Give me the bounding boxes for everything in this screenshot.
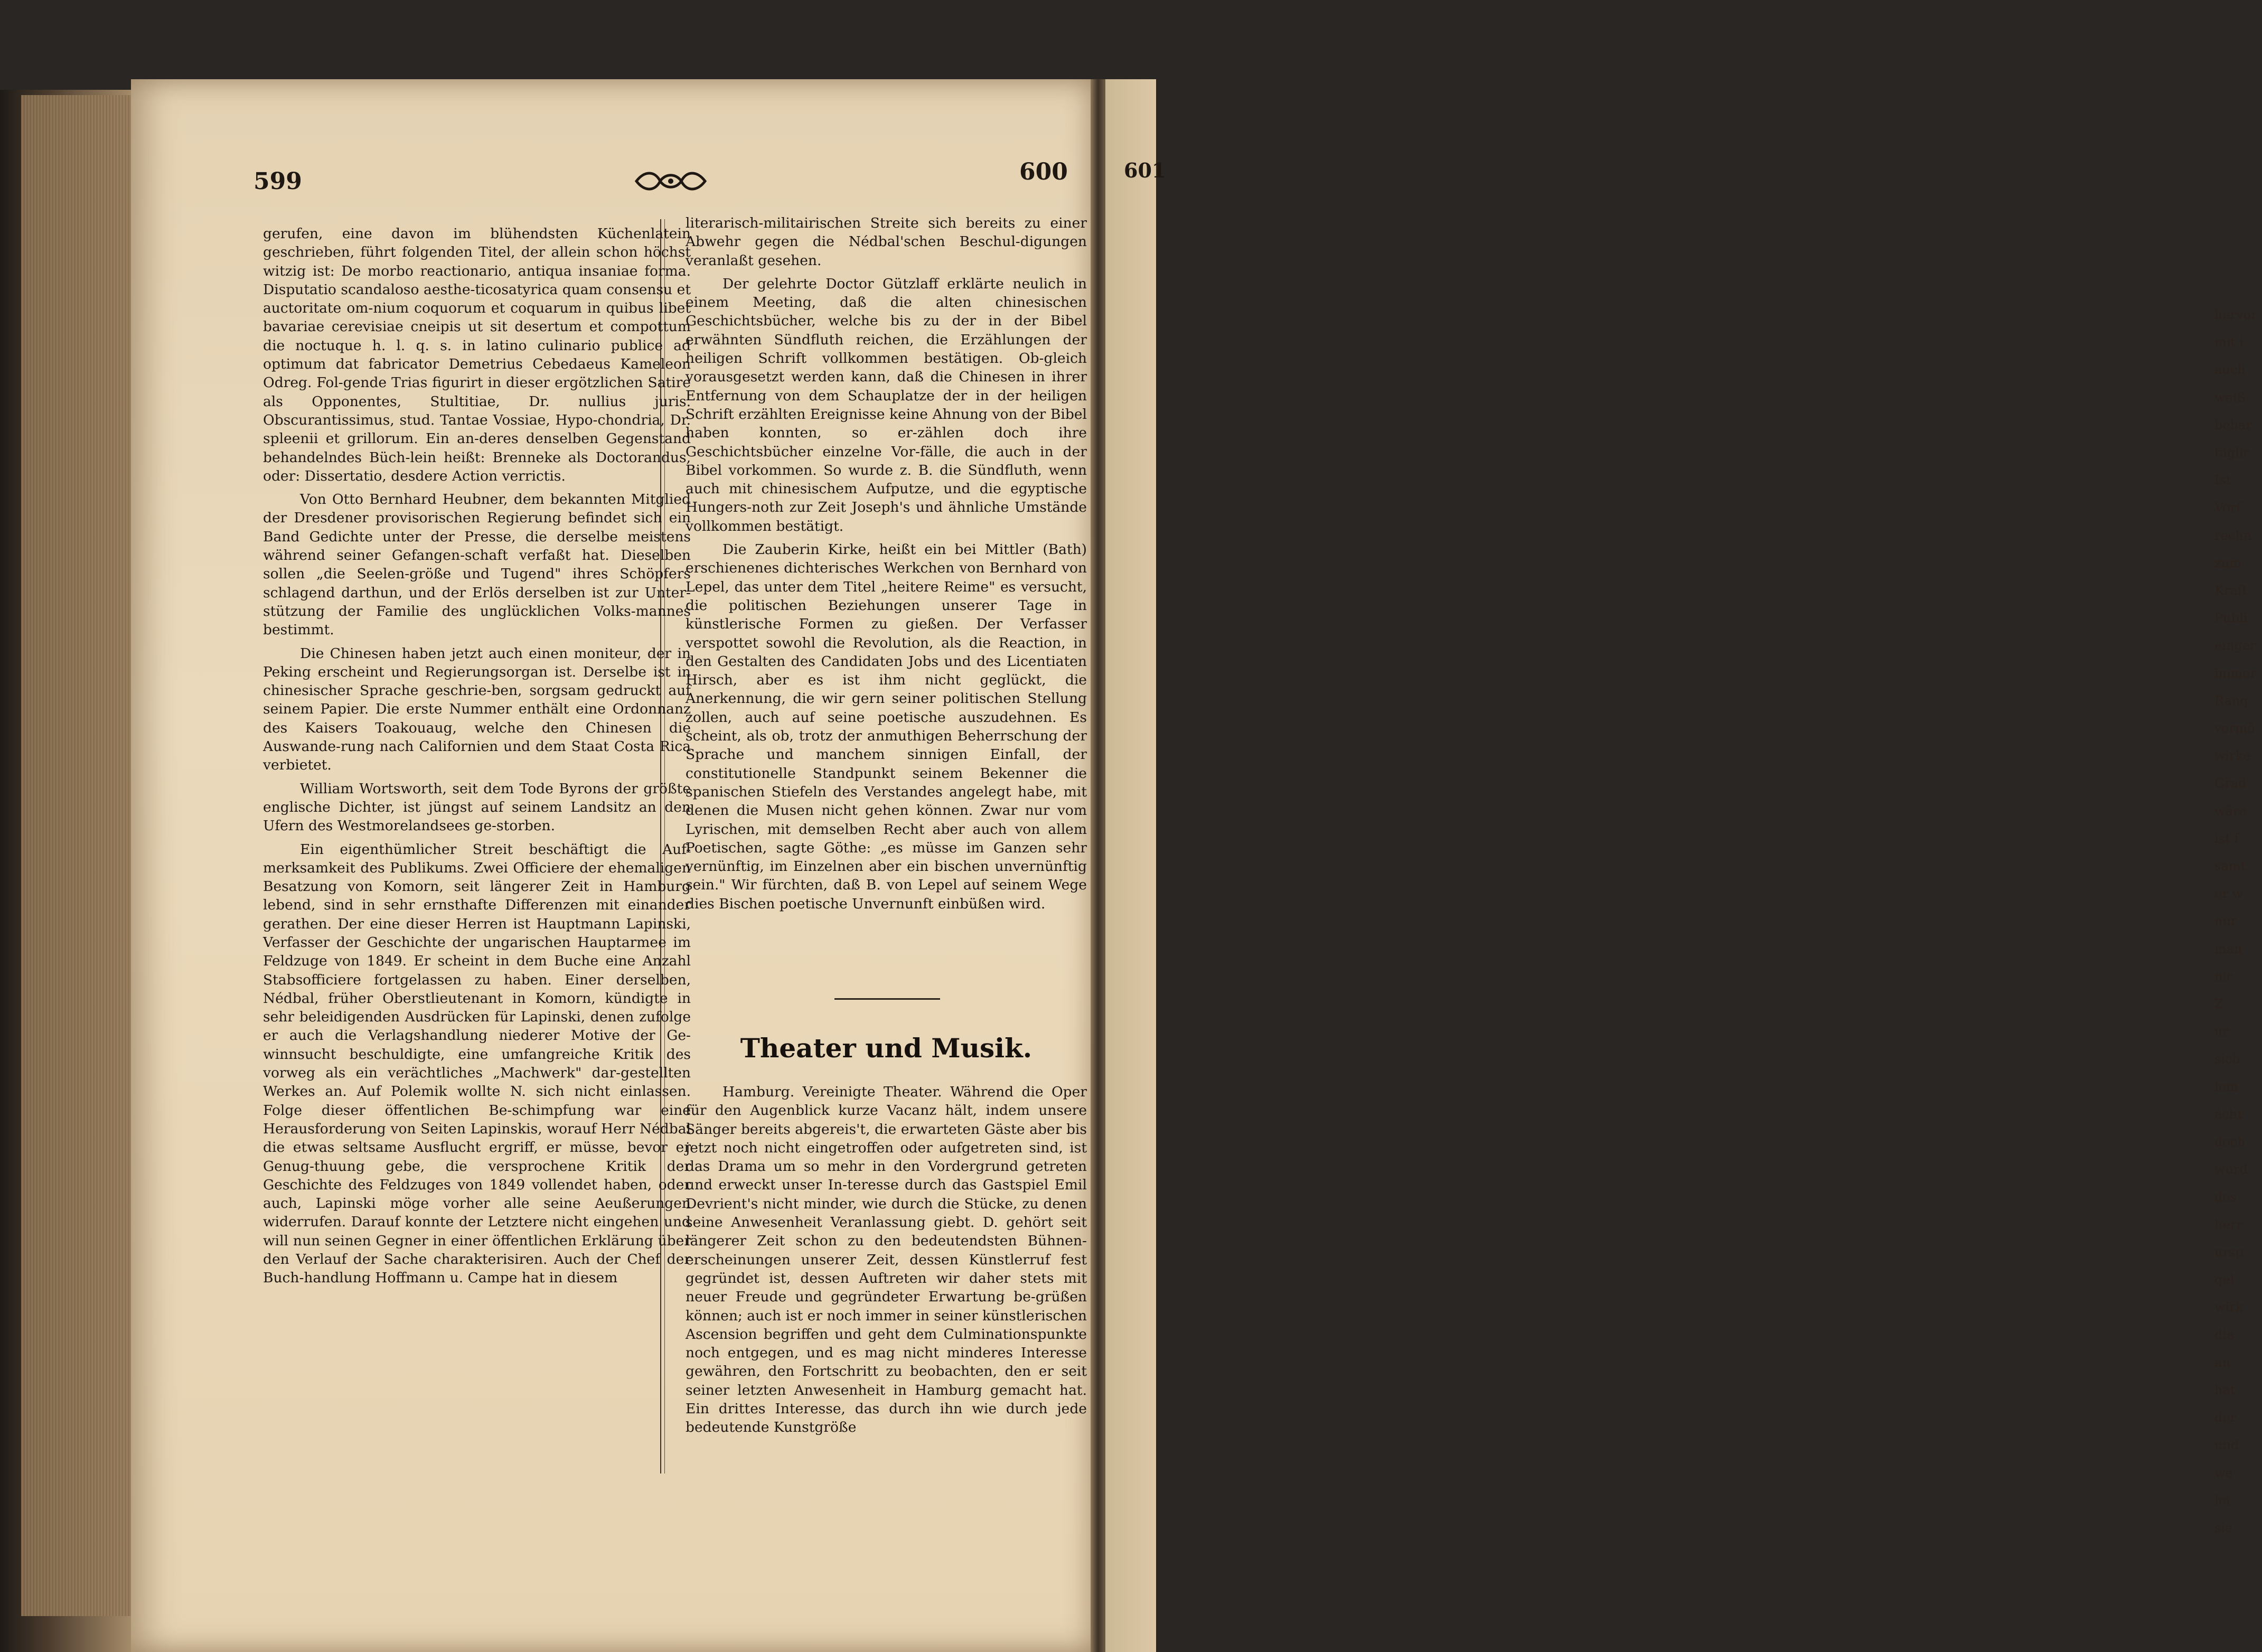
next-page-fragment: we <box>2214 1465 2233 1480</box>
next-page-text <box>2214 301 2262 1542</box>
paragraph: Hamburg. Vereinigte Theater. Während die Oper für den Augenblick kurze Vacanz hält, indem unsere Sänger bereits abgereis't, die erwarteten Gäste aber bis jetzt noch nicht eingetroffen oder aufgetreten sind, ist das Drama um so mehr in den Vordergrund getreten und erweckt unser In-teresse durch das Gastspiel Emil Devrient's nicht minder, wie durch die Stücke, zu denen seine Anwesenheit Veranlassung giebt. D. gehört seit längerer Zeit schon zu den bedeutendsten Bühnen-erscheinungen unserer Zeit, dessen Künstlerruf fest gegründet ist, dessen Auftreten wir daher stets mit neuer Freude und gegründeter Erwartung be-grüßen können; auch ist er noch immer in seiner künstlerischen Ascension begriffen und geht dem Culminationspunkte noch entgegen, und es mag nicht minderes Interesse gewähren, den Fortschritt zu beobachten, den er seit seiner letzten Anwesenheit in Hamburg gemacht hat. Ein drittes Interesse, das durch ihn wie durch jede bedeutende Kunstgröße <box>686 1084 1087 1436</box>
next-page-fragment: wäre <box>2214 803 2247 819</box>
page-number-next: 601 <box>1124 158 1166 182</box>
next-page-fragment: wirke <box>2214 748 2251 764</box>
next-page-fragment: mit i <box>2214 335 2244 350</box>
paragraph: Der gelehrte Doctor Gützlaff erklärte neulich in einem Meeting, daß die alten chinesischen Geschichtsbücher, welche bis zu der in der Bibel erwähnten Sündfluth reichen, die Erzählungen der heiligen Schrift vollkommen bestätigen. Ob-gleich vorausgesetzt werden kann, daß die Chinesen in ihrer Entfernung von dem Schauplatze der in der heiligen Schrift erzählten Ereignisse keine Ahnung von der Bibel haben konnten, so er-zählen doch ihre Geschichtsbücher einzelne Vor-fälle, die auch in der Bibel vorkommen. So wurde z. B. die Sündfluth, wenn auch mit chinesischem Aufputze, und die egyptische Hungers-noth zur Zeit Joseph's und ähnliche Umstände vollkommen bestätigt. <box>686 275 1087 534</box>
next-page-fragment: auch <box>2214 362 2246 378</box>
right-column <box>686 214 1087 918</box>
next-page-fragment: wurd <box>2214 1162 2248 1177</box>
next-page-fragment: Z <box>2214 997 2223 1012</box>
next-page-fragment: er w <box>2214 886 2243 902</box>
paragraph: Die Zauberin Kirke, heißt ein bei Mittler (Bath) erschienenes dichterisches Werkchen von Bernhard von Lepel, das unter dem Titel „heitere Reime" es versucht, die politischen Beziehungen unserer Tage in künstlerische Formen zu gießen. Der Verfasser verspottet sowohl die Revolution, als die Reaction, in den Gestalten des Candidaten Jobs und des Licentiaten Hirsch, aber es ist ihm nicht geglückt, die Anerkennung, die wir gern seiner politischen Stellung zollen, auch auf seine poetische auszudehnen. Es scheint, als ob, trotz der anmuthigen Beherrschung der Sprache und manchem sinnigen Einfall, der constitutionelle Standpunkt seinem Bekenner die spanischen Stiefeln des Verstandes angelegt habe, mit denen die Musen nicht gehen können. Zwar nur vom Lyrischen, mit demselben Recht aber auch von allem Poetischen, sagte Göthe: „es müsse im Ganzen sehr vernünftig, im Einzelnen aber ein bischen unvernünftig sein." Wir fürchten, daß B. von Lepel auf seinem Wege dies Bischen poetische Unvernunft einbüßen wird. <box>686 541 1087 912</box>
header-ornament-icon <box>631 168 710 194</box>
next-page-fragment: weiß <box>2214 390 2246 405</box>
next-page-fragment: hat <box>2214 1382 2236 1397</box>
next-page-fragment: wirk <box>2214 1300 2244 1315</box>
next-page-fragment: behar <box>2214 417 2252 433</box>
next-page-fragment: hervor <box>2214 307 2257 322</box>
page-stack <box>21 95 135 1616</box>
next-page-fragment: an <box>2214 1355 2230 1370</box>
next-page-fragment: rechn <box>2214 528 2252 543</box>
next-page-fragment: lei <box>2214 1493 2230 1508</box>
theater-column <box>686 1083 1087 1442</box>
paragraph: literarisch-militairischen Streite sich bereits zu einer Abwehr gegen die Nédbal'schen Beschul-digungen veranlaßt gesehen. <box>686 215 1087 269</box>
paragraph: Die Chinesen haben jetzt auch einen moniteur, der in Peking erscheint und Regierungsorgan ist. Derselbe ist in chinesischer Sprache geschrie-ben, sorgsam gedruckt auf seinem Papier. Die erste Nummer enthält eine Ordonnanz des Kaisers Toakouaug, welche den Chinesen die Auswande-rung nach Californien und dem Staat Costa Rica verbietet. <box>263 645 691 774</box>
next-page-fragment: ächt <box>2214 1106 2242 1122</box>
next-page-fragment: samt <box>2214 859 2246 874</box>
next-page-fragment: immer <box>2214 665 2256 681</box>
next-page-fragment: der <box>2214 1410 2237 1425</box>
next-page-fragment: Publi <box>2214 611 2248 626</box>
page-number-left: 599 <box>254 168 302 195</box>
next-page-fragment: sich <box>2214 1052 2240 1067</box>
left-column <box>263 224 691 1292</box>
next-page-fragment: Vorf <box>2214 500 2241 515</box>
next-page-fragment: Kraft <box>2214 583 2248 598</box>
next-page-fragment: Ist <box>2214 473 2231 488</box>
paragraph: Von Otto Bernhard Heubner, dem bekannten Mitglied der Dresdener provisorischen Regierung befindet sich ein Band Gedichte unter der Presse, die derselbe meistens während seiner Gefangen-schaft verfaßt hat. Dieselben sollen „die Seelen-größe und Tugend" ihres Schöpfers schlagend darthun, und der Erlös derselben ist zur Unter-stützung der Familie des unglücklichen Volks-mannes bestimmt. <box>263 491 691 639</box>
next-page-fragment: nic <box>2214 969 2234 984</box>
next-page-fragment: vermö <box>2214 721 2255 736</box>
next-page-fragment: nur <box>2214 914 2237 929</box>
next-page-fragment: lem <box>2214 1079 2238 1094</box>
paragraph: William Wortsworth, seit dem Tode Byrons der größte englische Dichter, ist jüngst auf seinem Landsitz an den Ufern des Westmorelandsees ge-storben. <box>263 780 691 834</box>
next-page-fragment: zum <box>2214 555 2241 570</box>
next-page-fragment: doch <box>2214 1134 2246 1150</box>
next-page-fragment: sie <box>2214 1520 2233 1535</box>
next-page-fragment: herr <box>2214 1217 2242 1232</box>
next-page-fragment: die <box>2214 1327 2235 1343</box>
next-page-fragment: und <box>2214 1438 2239 1453</box>
next-page-fragment: ur <box>2214 1024 2229 1039</box>
next-page-fragment: Grad <box>2214 776 2247 791</box>
next-page-fragment: man <box>2214 941 2242 956</box>
page-number-right: 600 <box>1019 158 1068 185</box>
next-page-fragment: Rang <box>2214 693 2248 708</box>
section-heading: Theater und Musik. <box>740 1032 1033 1064</box>
paragraph: gerufen, eine davon im blühendsten Küchenlatein geschrieben, führt folgenden Titel, der allein schon höchst witzig ist: De morbo reactionario, antiqua insaniae forma. Disputatio scandaloso aesthe-ticosatyrica quam consensu et auctoritate om-nium coquorum et coquarum in quibus libet bavariae cerevisiae cneipis ut sit desertum et compottum die noctuque h. l. q. s. in latino culinario publice ad optimum dat fabricator Demetrius Cebedaeus Kameleon Odreg. Fol-gende Trias figurirt in dieser ergötzlichen Satire als Opponentes, Stultitiae, Dr. nullius juris. Obscurantissimus, stud. Tantae Vossiae, Hypo-chondria, Dr. spleenii et grillorum. Ein an-deres denselben Gegenstand behandelndes Büch-lein heißt: Brenneke als Doctorandus, oder: Dissertatio, desdere Action verrictis. <box>263 226 691 484</box>
section-rule <box>834 998 940 1000</box>
book-gutter <box>1091 79 1105 1652</box>
next-page-fragment: ursp <box>2214 1244 2244 1260</box>
paragraph: Ein eigenthümlicher Streit beschäftigt die Auf-merksamkeit des Publikums. Zwei Officiere der ehemaligen Besatzung von Komorn, seit längerer Zeit in Hamburg lebend, sind in sehr ernsthafte Differenzen mit einander gerathen. Der eine dieser Herren ist Hauptmann Lapinski, Verfasser der Geschichte der ungarischen Hauptarmee im Feldzuge von 1849. Er scheint in dem Buche eine Anzahl Stabsofficiere fortgelassen zu haben. Einer derselben, Nédbal, früher Oberstlieutenant in Komorn, kündigte in sehr beleidigenden Ausdrücken für Lapinski, denen zufolge er auch die Verlagshandlung niederer Motive der Ge-winnsucht beschuldigte, eine umfangreiche Kritik des vorweg als ein verächtliches „Machwerk" dar-gestellten Werkes an. Auf Polemik wollte N. sich nicht einlassen. Folge dieser öffentlichen Be-schimpfung war eine Herausforderung von Seiten Lapinskis, worauf Herr Nédbal die etwas seltsame Ausflucht ergriff, er müsse, bevor er Genug-thuung gebe, die versprochene Kritik der Geschichte des Feldzuges von 1849 vollendet haben, oder auch, Lapinski möge vorher alle seine Aeußerungen widerrufen. Darauf konnte der Letztere nicht eingehen und will nun seinen Gegner in einer öffentlichen Erklärung über den Verlauf der Sache charakterisiren. Auch der Chef der Buch-handlung Hoffmann u. Campe hat in diesem <box>263 841 691 1287</box>
next-page-fragment: gel <box>2214 1272 2235 1288</box>
next-page <box>1105 79 2257 1652</box>
next-page-fragment: des <box>2214 1189 2237 1205</box>
next-page-fragment: einger <box>2214 638 2256 653</box>
next-page-fragment: täglic <box>2214 445 2251 461</box>
next-page-fragment: ist f <box>2214 831 2239 846</box>
